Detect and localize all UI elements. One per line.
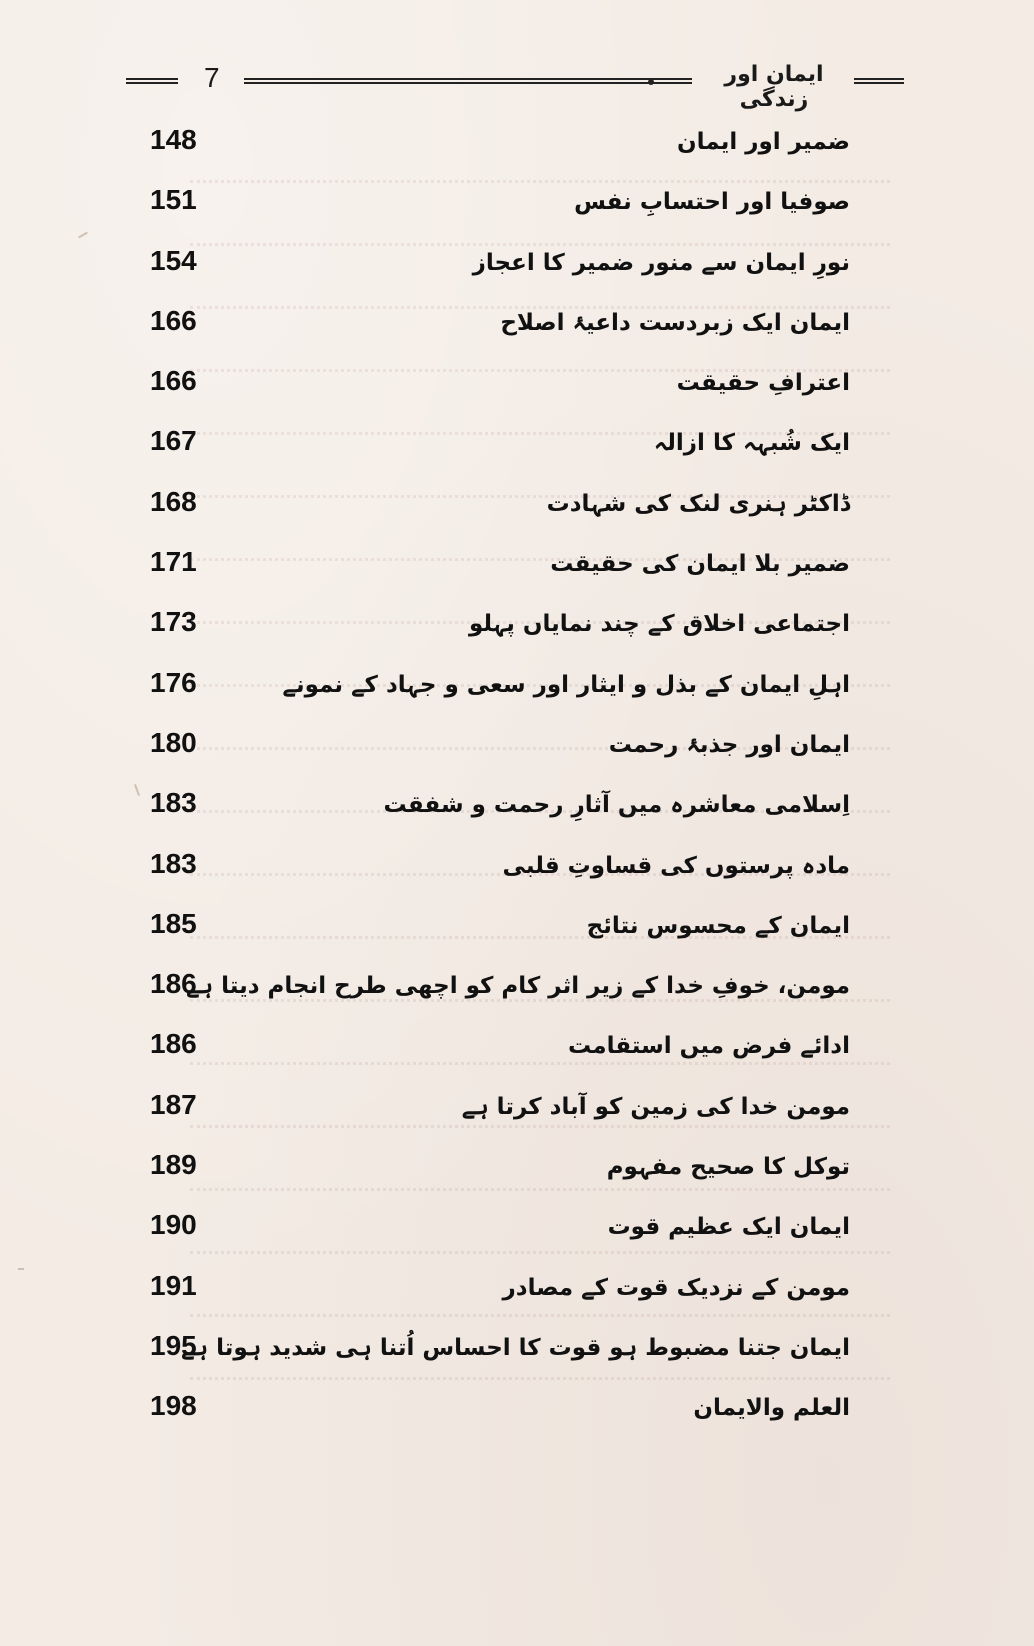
toc-page-number: 187: [150, 1088, 197, 1120]
book-title: ایمان اور زندگی: [724, 62, 824, 112]
header-rule-right: [854, 78, 904, 84]
toc-entry: [0, 1199, 1034, 1259]
toc-page-number: 180: [150, 726, 197, 758]
toc-title: ایمان ایک زبردست داعیۂ اصلاح: [500, 309, 850, 336]
toc-entry: [0, 1018, 1034, 1078]
toc-entry: [0, 295, 1034, 355]
toc-page-number: 166: [150, 365, 197, 397]
toc-page-number: 195: [150, 1329, 197, 1361]
toc-page-number: 151: [150, 184, 197, 216]
toc-page-number: 173: [150, 606, 197, 638]
toc-title: ایک شُبہہ کا ازالہ: [653, 430, 850, 457]
toc-title: اعترافِ حقیقت: [676, 370, 850, 397]
toc-entry: [0, 536, 1034, 596]
toc-entry: [0, 717, 1034, 777]
toc-page-number: 186: [150, 968, 197, 1000]
toc-entry: [0, 415, 1034, 475]
toc-title: اِسلامی معاشرہ میں آثارِ رحمت و شفقت: [383, 792, 850, 819]
toc-page-number: 154: [150, 244, 197, 276]
toc-title: مومن خدا کی زمین کو آباد کرتا ہے: [461, 1093, 850, 1120]
toc-page-number: 148: [150, 124, 197, 155]
toc-title: مومن، خوفِ خدا کے زیر اثر کام کو اچھی طرح انجام دیتا ہے: [186, 973, 850, 1000]
toc-entry: [0, 596, 1034, 656]
toc-entry: [0, 235, 1034, 295]
toc-entry: [0, 476, 1034, 536]
toc-title: العلم والایمان: [693, 1395, 850, 1422]
toc-entry: [0, 1139, 1034, 1199]
toc-entry: [0, 1260, 1034, 1320]
toc-page-number: 168: [150, 485, 197, 517]
toc-entry: [0, 958, 1034, 1018]
toc-title: ایمان کے محسوس نتائج: [586, 912, 850, 939]
toc-page-number: 186: [150, 1028, 197, 1060]
toc-entry: [0, 1079, 1034, 1139]
header-rule-left: [126, 78, 178, 84]
toc-entry: [0, 777, 1034, 837]
toc-entry: [0, 657, 1034, 717]
toc-title: صوفیا اور احتسابِ نفس: [574, 189, 850, 216]
toc-title: مومن کے نزدیک قوت کے مصادر: [502, 1274, 850, 1301]
toc-entry: [0, 174, 1034, 234]
toc-page-number: 183: [150, 787, 197, 819]
toc-page-number: 183: [150, 847, 197, 879]
paper-speck: [18, 1268, 24, 1270]
toc-page-number: 176: [150, 666, 197, 698]
toc-title: نورِ ایمان سے منور ضمیر کا اعجاز: [472, 249, 850, 276]
header-dot: [648, 79, 654, 85]
toc-title: اہلِ ایمان کے بذل و ایثار اور سعی و جہاد کے نمونے: [282, 671, 850, 698]
toc-title: ڈاکٹر ہنری لنک کی شہادت: [546, 490, 850, 517]
toc-entry: [0, 114, 1034, 174]
toc-title: توکل کا صحیح مفہوم: [606, 1154, 850, 1181]
toc-entry: [0, 1320, 1034, 1380]
header-rule-middle: [244, 78, 692, 84]
toc-title: ادائے فرض میں استقامت: [567, 1033, 850, 1060]
toc-entry: [0, 1380, 1034, 1440]
toc-title: ضمیر اور ایمان: [677, 129, 850, 155]
toc-title: ایمان اور جذبۂ رحمت: [608, 731, 850, 758]
toc-page-number: 198: [150, 1390, 197, 1422]
page-number: 7: [204, 62, 220, 93]
toc-title: ایمان جتنا مضبوط ہو قوت کا احساس اُتنا ہی شدید ہوتا ہے: [181, 1334, 850, 1361]
toc-title: اجتماعی اخلاق کے چند نمایاں پہلو: [468, 611, 850, 638]
toc-page-number: 191: [150, 1269, 197, 1301]
toc-page-number: 189: [150, 1149, 197, 1181]
toc-entry: [0, 838, 1034, 898]
toc-title: مادہ پرستوں کی قساوتِ قلبی: [502, 852, 850, 879]
toc-title: ایمان ایک عظیم قوت: [607, 1214, 850, 1241]
toc-page-number: 171: [150, 546, 197, 578]
toc-page-number: 166: [150, 304, 197, 336]
toc-page-number: 167: [150, 425, 197, 457]
toc-entry: [0, 355, 1034, 415]
toc-page-number: 190: [150, 1209, 197, 1241]
toc-title: ضمیر بلا ایمان کی حقیقت: [550, 551, 850, 578]
page-header: [126, 62, 904, 112]
toc-entry: [0, 898, 1034, 958]
toc-page-number: 185: [150, 907, 197, 939]
table-of-contents: [0, 114, 1034, 1441]
